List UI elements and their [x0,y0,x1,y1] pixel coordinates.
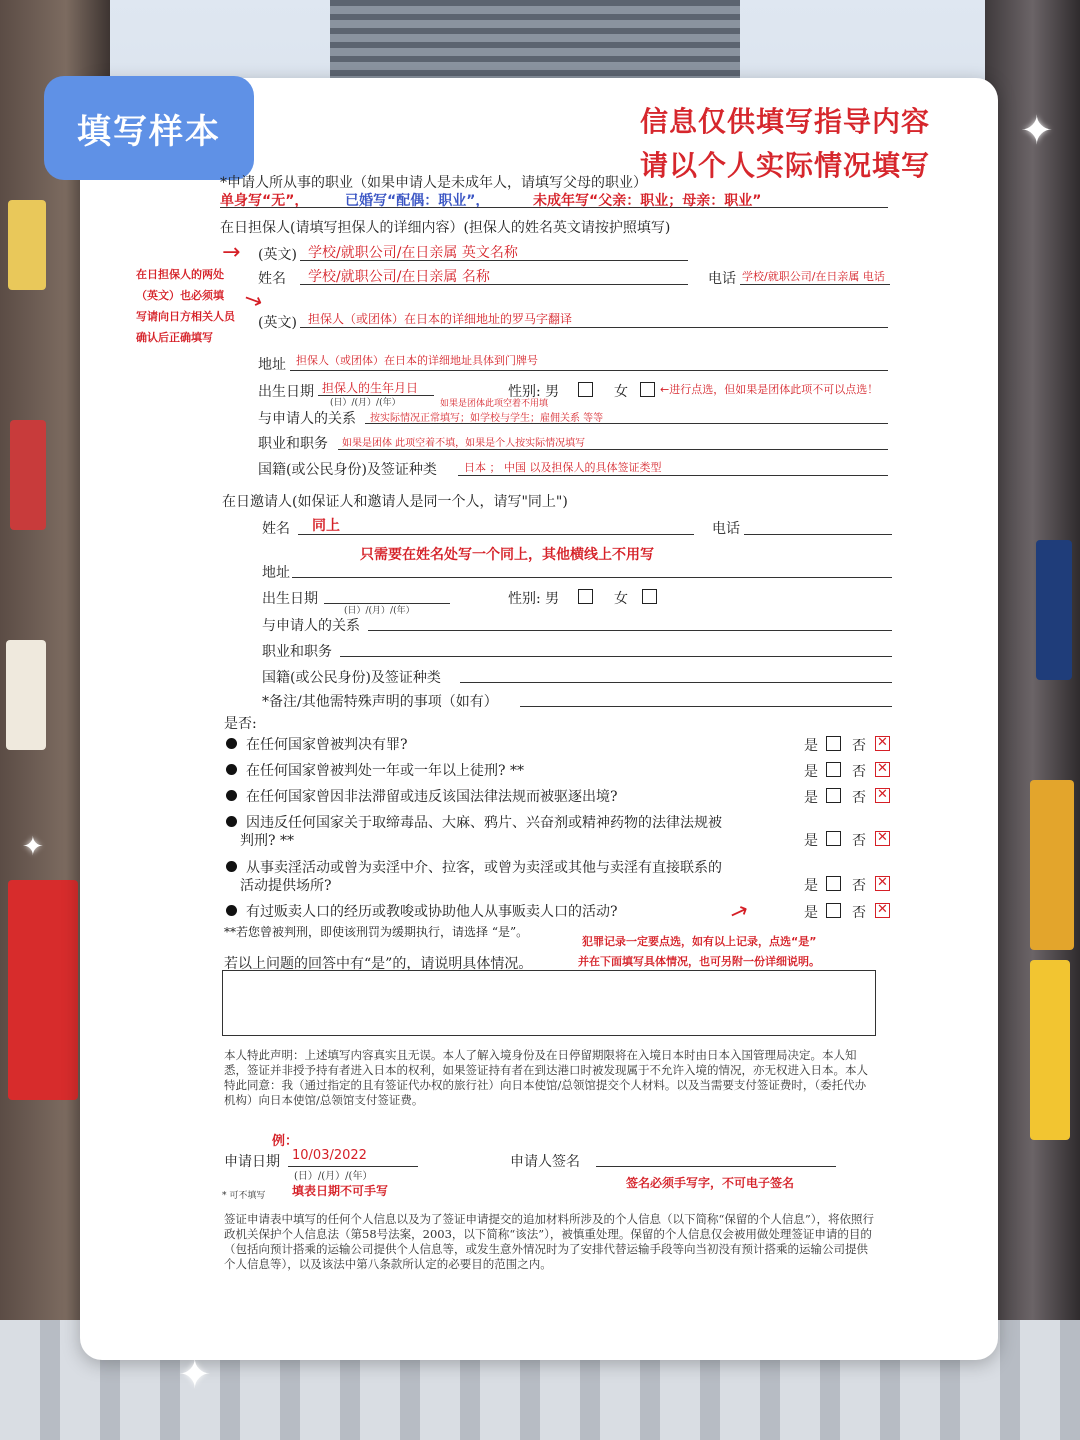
guarantor-name-en-label: (英文) [258,247,297,263]
inviter-job-label: 职业和职务 [262,644,332,660]
sparkle-icon: ✦ [178,1352,212,1398]
question-2-yes-checkbox[interactable] [826,762,841,777]
question-4-line-2: 判刑? ** [240,833,294,849]
questions-footnote: **若您曾被判刑，即使该刑罚为缓期执行，请选择 “是”。 [224,925,529,939]
sparkle-icon: ✦ [22,832,44,862]
question-4-yes-checkbox[interactable] [826,831,841,846]
guarantor-female-checkbox[interactable] [640,382,655,397]
inviter-nat-label: 国籍(或公民身份)及签证种类 [262,670,441,686]
guarantor-nat-label: 国籍(或公民身份)及签证种类 [258,462,437,478]
shop-sign [1030,780,1074,950]
question-1-yes-checkbox[interactable] [826,736,841,751]
headline-line-1: 信息仅供填写指导内容 [640,105,931,138]
inviter-nat-line[interactable] [460,682,892,683]
arrow-icon: → [725,897,753,928]
inviter-addr-line[interactable] [292,577,892,578]
guarantor-name-value[interactable]: 学校/就职公司/在日亲属 名称 [308,269,490,285]
date-value[interactable]: 10/03/2022 [292,1148,367,1163]
inviter-female-label: 女 [614,591,628,607]
question-yes-label: 是 [804,833,818,849]
question-no-label: 否 [852,790,866,806]
sign-label: 申请人签名 [510,1154,580,1170]
guarantor-job-value[interactable]: 如果是团体 此项空着不填，如果是个人按实际情况填写 [342,438,586,449]
occupation-example-married: 已婚写“配偶：职业”， [345,193,490,209]
inviter-dob-label: 出生日期 [262,591,318,607]
question-4-line-1: 因违反任何国家关于取缔毒品、大麻、鸦片、兴奋剂或精神药物的法律法规被 [246,815,722,831]
question-6-no-checkbox[interactable]: ✕ [875,903,890,918]
inviter-job-line[interactable] [340,656,892,657]
guarantor-rel-line [365,423,888,424]
questions-header: 是否: [224,716,257,732]
guarantor-addr-en-label: (英文) [258,315,297,331]
guarantor-name-en-value[interactable]: 学校/就职公司/在日亲属 英文名称 [308,245,518,261]
guarantor-sex-note: ←进行点选，但如果是团体此项不可以点选！ [660,383,879,396]
explain-label: 若以上问题的回答中有“是”的，请说明具体情况。 [224,956,533,972]
headline-line-2: 请以个人实际情况填写 [640,149,931,182]
occupation-example-minor: 未成年写“父亲：职业；母亲：职业” [533,193,762,209]
guarantor-phone-value[interactable]: 学校/就职公司/在日亲属 电话 [742,270,885,283]
question-5-no-checkbox[interactable]: ✕ [875,876,890,891]
bullet-icon [226,790,237,801]
question-5-yes-checkbox[interactable] [826,876,841,891]
date-sub: (日）/(月）/(年） [294,1171,373,1182]
question-no-label: 否 [852,878,866,894]
guarantor-phone-label: 电话 [708,271,736,287]
inviter-name-line [298,534,694,535]
inviter-name-value[interactable]: 同上 [312,518,340,534]
inviter-name-label: 姓名 [262,521,290,537]
guarantor-header: 在日担保人(请填写担保人的详细内容）(担保人的姓名英文请按护照填写) [220,220,671,236]
bullet-icon [226,905,237,916]
sparkle-icon: ✦ [1020,108,1054,154]
sign-note: 签名必须手写字，不可电子签名 [626,1176,795,1190]
question-6: 有过贩卖人口的经历或教唆或协助他人从事贩卖人口的活动? [246,904,618,920]
guarantor-addr-line [290,370,888,371]
date-note: 填表日期不可手写 [292,1184,389,1198]
inviter-phone-line[interactable] [744,534,892,535]
guarantor-name-line [300,284,688,285]
inviter-female-checkbox[interactable] [642,589,657,604]
question-no-label: 否 [852,738,866,754]
guarantor-job-label: 职业和职务 [258,436,328,452]
shop-sign [1030,960,1070,1140]
inviter-note: 只需要在姓名处写一个同上，其他横线上不用写 [360,547,654,563]
occupation-label: *申请人所从事的职业（如果申请人是未成年人，请填写父母的职业） [220,175,647,191]
privacy-text: 签证申请表中填写的任何个人信息以及为了签证申请提交的追加材料所涉及的个人信息（以下简称“保留的个人信息”），将依照行政机关保护个人信息法（第58号法案，2003，以下简称“该法”），被慎重处理。保留的个人信息仅会被用做处理签证申请的目的（包括向预计搭乘的运输公司提供个人信息等，或发生意外情况时为了安排代替运输手段等向当初没有预计搭乘的运输公司提供个人信息等），以及该法中第八条款所认定的必要目的范围之内。 [224,1212,875,1271]
guarantor-name-label: 姓名 [258,271,286,287]
question-5-line-1: 从事卖淫活动或曾为卖淫中介、拉客，或曾为卖淫或其他与卖淫有直接联系的 [246,860,722,876]
guarantor-dob-sub: (日）/(月）/(年） [330,398,401,408]
inviter-addr-label: 地址 [262,565,290,581]
guarantor-name-en-line [300,260,688,261]
guarantor-job-line [338,449,888,450]
shop-sign [10,420,46,530]
bullet-icon [226,738,237,749]
question-5-line-2: 活动提供场所? [240,878,332,894]
question-2: 在任何国家曾被判处一年或一年以上徒刑? ** [246,763,524,779]
inviter-rel-label: 与申请人的关系 [262,618,360,634]
sample-tag-label: 填写样本 [77,111,221,152]
question-yes-label: 是 [804,738,818,754]
shop-sign [8,200,46,290]
side-note-line: （英文）也必须填 [136,289,224,302]
inviter-header: 在日邀请人(如保证人和邀请人是同一个人，请写"同上") [222,494,568,510]
bullet-icon [226,764,237,775]
question-3-no-checkbox[interactable]: ✕ [875,788,890,803]
arrow-icon: → [222,240,241,265]
arrow-icon: → [240,285,267,316]
questions-note-1: 犯罪记录一定要点选，如有以上记录，点选“是” [582,935,817,948]
guarantor-rel-value[interactable]: 按实际情况正常填写；如学校与学生；雇佣关系 等等 [370,413,604,424]
question-1: 在任何国家曾被判决有罪? [246,737,408,753]
inviter-male-checkbox[interactable] [578,589,593,604]
signature-line[interactable] [596,1166,836,1167]
occupation-line[interactable] [220,207,888,208]
side-note-line: 确认后正确填写 [136,331,213,344]
bullet-icon [226,816,237,827]
question-1-no-checkbox[interactable]: ✕ [875,736,890,751]
guarantor-nat-value[interactable]: 日本 ； 中国 以及担保人的具体签证类型 [464,461,662,474]
guarantor-dob-label: 出生日期 [258,384,314,400]
inviter-sex-label: 性别: 男 [508,591,560,607]
question-2-no-checkbox[interactable]: ✕ [875,762,890,777]
inviter-remarks-label: *备注/其他需特殊声明的事项（如有） [262,694,498,710]
question-no-label: 否 [852,764,866,780]
right-building [985,0,1080,1440]
date-example: 例： [272,1134,299,1149]
guarantor-female-label: 女 [614,384,628,400]
inviter-dob-sub: (日）/(月）/(年） [344,606,415,616]
question-no-label: 否 [852,833,866,849]
questions-note-2: 并在下面填写具体情况，也可另附一份详细说明。 [578,955,820,968]
guarantor-nat-line [458,475,888,476]
guarantor-addr-label: 地址 [258,357,286,373]
guarantor-addr-en-line [300,327,888,328]
inviter-phone-label: 电话 [712,521,740,537]
question-4-no-checkbox[interactable]: ✕ [875,831,890,846]
question-no-label: 否 [852,905,866,921]
side-note-line: 在日担保人的两处 [136,268,224,281]
explanation-textbox[interactable] [222,970,876,1036]
date-label: 申请日期 [224,1154,280,1170]
shop-sign [6,640,46,750]
occupation-example-single: 单身写“无”， [220,193,309,209]
guarantor-addr-en-value[interactable]: 担保人（或团体）在日本的详细地址的罗马字翻译 [308,312,573,326]
question-6-yes-checkbox[interactable] [826,903,841,918]
shop-sign [1036,540,1072,680]
bullet-icon [226,861,237,872]
question-yes-label: 是 [804,764,818,780]
center-building [330,0,740,90]
question-yes-label: 是 [804,878,818,894]
guarantor-phone-line [740,284,890,285]
sample-tag [44,76,254,180]
question-yes-label: 是 [804,905,818,921]
shop-sign [8,880,78,1100]
guarantor-sex-label: 性别: 男 [508,384,560,400]
guarantor-side-note [136,264,235,348]
inviter-remarks-line[interactable] [520,706,892,707]
question-3: 在任何国家曾因非法滞留或违反该国法律法规而被驱逐出境? [246,789,618,805]
guarantor-rel-label: 与申请人的关系 [258,411,356,427]
guarantor-dob-value[interactable]: 担保人的生年月日 [322,381,419,395]
question-yes-label: 是 [804,790,818,806]
optional-note: * 可不填写 [222,1191,266,1201]
guarantor-male-checkbox[interactable] [578,382,593,397]
inviter-rel-line[interactable] [368,630,892,631]
declaration-text: 本人特此声明：上述填写内容真实且无误。本人了解入境身份及在日停留期限将在入境日本时由日本入国管理局决定。本人知悉，签证并非授予持有者进入日本的权利，如果签证持有者在到达港口时被发现属于不允许入境的情况，亦无权进入日本。本人特此同意：我（通过指定的且有签证代办权的旅行社）向日本使馆/总领馆提交个人材料。以及当需要支付签证费时，（委托代办机构）向日本使馆/总领馆支付签证费。 [224,1048,868,1107]
guarantor-dob-note: 如果是团体此项空着不用填 [440,399,549,409]
guarantor-addr-value[interactable]: 担保人（或团体）在日本的详细地址具体到门牌号 [296,354,538,367]
side-note-line: 写请向日方相关人员 [136,310,235,323]
question-3-yes-checkbox[interactable] [826,788,841,803]
